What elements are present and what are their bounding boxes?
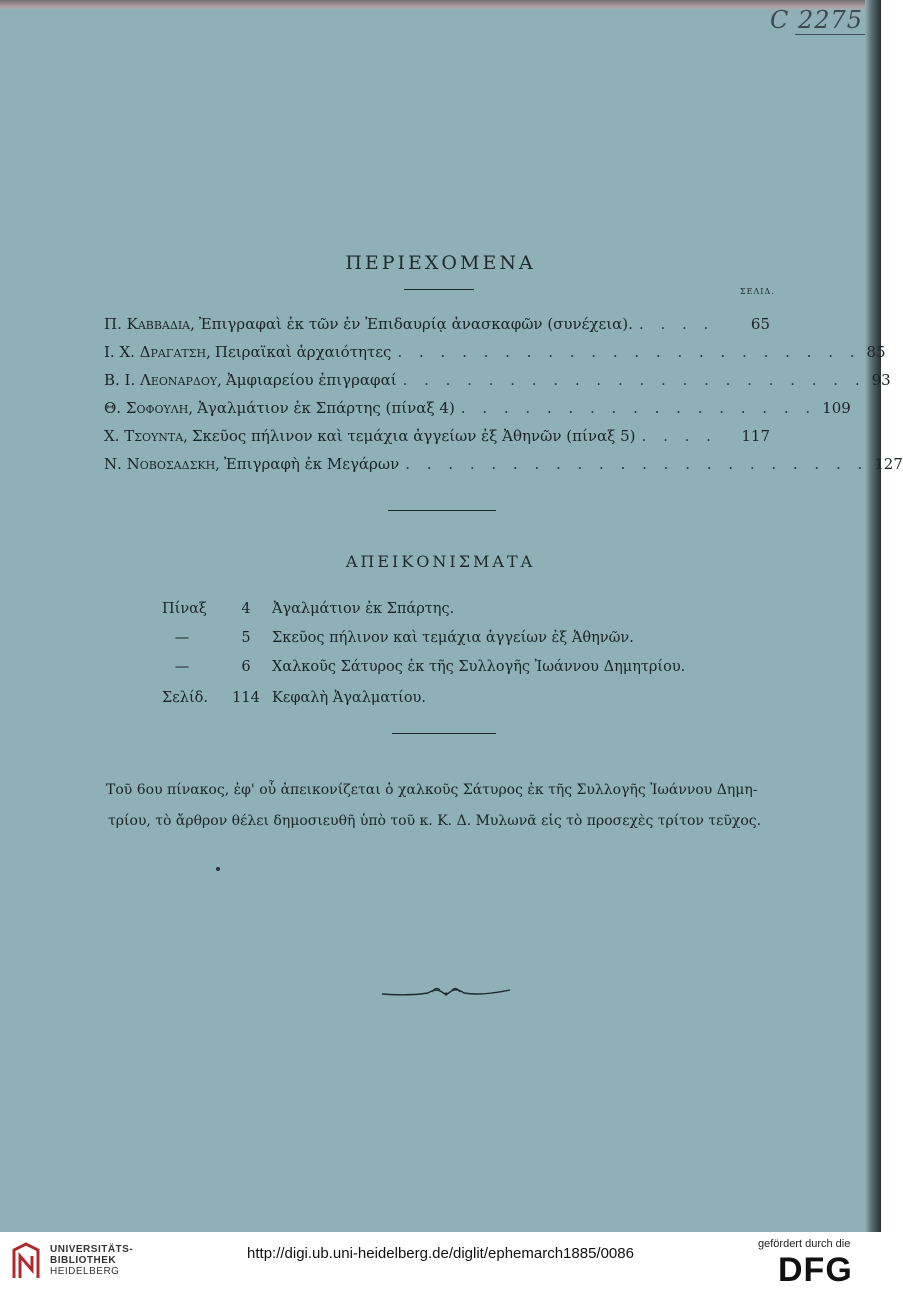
toc-entry <box>104 343 886 367</box>
ornament-icon <box>380 982 512 1002</box>
funding-caption: gefördert durch die <box>758 1238 851 1250</box>
toc-author: Ν. Νοβοσαδσκη, <box>104 455 220 473</box>
illustrations-title: ΑΠΕΙΚΟΝΙΣΜΑΤΑ <box>345 552 536 571</box>
illustration-label: — <box>174 659 190 675</box>
toc-leader: . . . . . . . . . . . . . . . . . . . . . . <box>405 455 869 473</box>
toc-work: Ἐπιγραφὴ ἐκ Μεγάρων <box>223 455 400 473</box>
illustration-description: Ἀγαλμάτιον ἐκ Σπάρτης. <box>272 601 455 617</box>
toc-entry <box>104 455 903 479</box>
section-rule <box>388 510 496 511</box>
toc-work: Ἀμφιαρείου ἐπιγραφαί <box>225 371 397 389</box>
toc-author: Ι. Χ. Δραγατση, <box>104 343 211 361</box>
library-name-line-3: HEIDELBERG <box>50 1266 120 1277</box>
toc-page: 65 <box>750 315 770 333</box>
illustration-number: 114 <box>232 690 260 706</box>
page-right-edge <box>865 0 881 1232</box>
toc-entry <box>104 315 770 339</box>
toc-entry <box>104 427 770 451</box>
page-top-edge <box>0 0 881 10</box>
toc-entry <box>104 371 891 395</box>
footer <box>0 1232 881 1294</box>
illustration-entry <box>162 659 722 681</box>
toc-page: 85 <box>866 343 886 361</box>
toc-work: Ἀγαλμάτιον ἐκ Σπάρτης (πίναξ 4) <box>197 399 455 417</box>
library-name-line-1: UNIVERSITÄTS- <box>50 1244 134 1255</box>
illustration-entry <box>162 630 722 652</box>
toc-work: Πειραϊκαὶ ἀρχαιότητες <box>214 343 392 361</box>
toc-page: 93 <box>871 371 891 389</box>
title-rule <box>404 289 474 290</box>
toc-author: Θ. Σοφουλη, <box>104 399 194 417</box>
illustration-number: 5 <box>241 630 251 646</box>
illustration-label: Σελίδ. <box>162 690 208 706</box>
section-rule <box>392 733 496 734</box>
toc-leader: . . . . <box>641 427 717 445</box>
stray-mark <box>216 867 220 871</box>
library-name-line-2: BIBLIOTHEK <box>50 1255 117 1266</box>
illustration-entry <box>162 690 722 712</box>
toc-page: 127 <box>874 455 903 473</box>
toc-author: Β. Ι. Λεοναρδου, <box>104 371 222 389</box>
shelfmark-underline <box>795 34 865 35</box>
illustration-description: Σκεῦος πήλινον καὶ τεμάχια ἀγγείων ἐξ Ἀθηνῶν. <box>272 630 634 646</box>
toc-entry <box>104 399 851 423</box>
illustration-description: Χαλκοῦς Σάτυρος ἐκ τῆς Συλλογῆς Ἰωάννου Δημητρίου. <box>272 659 686 675</box>
toc-author: Π. Καββαδια, <box>104 315 195 333</box>
source-url[interactable]: http://digi.ub.uni-heidelberg.de/diglit/ephemarch1885/0086 <box>247 1245 634 1262</box>
illustration-label: — <box>174 630 190 646</box>
illustration-description: Κεφαλὴ Ἀγαλματίου. <box>272 690 426 706</box>
toc-author: Χ. Τσουντα, <box>104 427 188 445</box>
page-column-header: ΣΕΛΙΔ. <box>740 287 775 296</box>
toc-leader: . . . . . . . . . . . . . . . . . <box>460 399 817 417</box>
dfg-logo: DFG <box>778 1251 853 1289</box>
toc-work: Σκεῦος πήλινον καὶ τεμάχια ἀγγείων ἐξ Ἀθηνῶν (πίναξ 5) <box>191 427 636 445</box>
illustration-label: Πίναξ <box>162 601 207 617</box>
note-line-1: Τοῦ 6ου πίνακος, ἐφ' οὗ ἀπεικονίζεται ὁ χαλκοῦς Σάτυρος ἐκ τῆς Συλλογῆς Ἰωάννου Δημη- <box>106 782 758 798</box>
shelfmark: C 2275 <box>770 6 864 34</box>
contents-title: ΠΕΡΙΕΧΟΜΕΝΑ <box>345 252 536 274</box>
toc-page: 117 <box>741 427 770 445</box>
toc-leader: . . . . . . . . . . . . . . . . . . . . . . <box>402 371 866 389</box>
note-line-2: τρίου, τὸ ἄρθρον θέλει δημοσιευθῆ ὑπὸ τοῦ κ. Κ. Δ. Μυλωνᾶ εἰς τὸ προσεχὲς τρίτον τεῦχος. <box>108 813 762 829</box>
illustration-number: 6 <box>241 659 251 675</box>
toc-leader: . . . . . . . . . . . . . . . . . . . . . . <box>397 343 861 361</box>
toc-page: 109 <box>822 399 851 417</box>
illustration-entry <box>162 601 722 623</box>
toc-leader: . . . . <box>638 315 715 333</box>
toc-work: Ἐπιγραφαὶ ἐκ τῶν ἐν Ἐπιδαυρίᾳ ἀνασκαφῶν (συνέχεια). <box>198 315 633 333</box>
illustration-number: 4 <box>241 601 251 617</box>
